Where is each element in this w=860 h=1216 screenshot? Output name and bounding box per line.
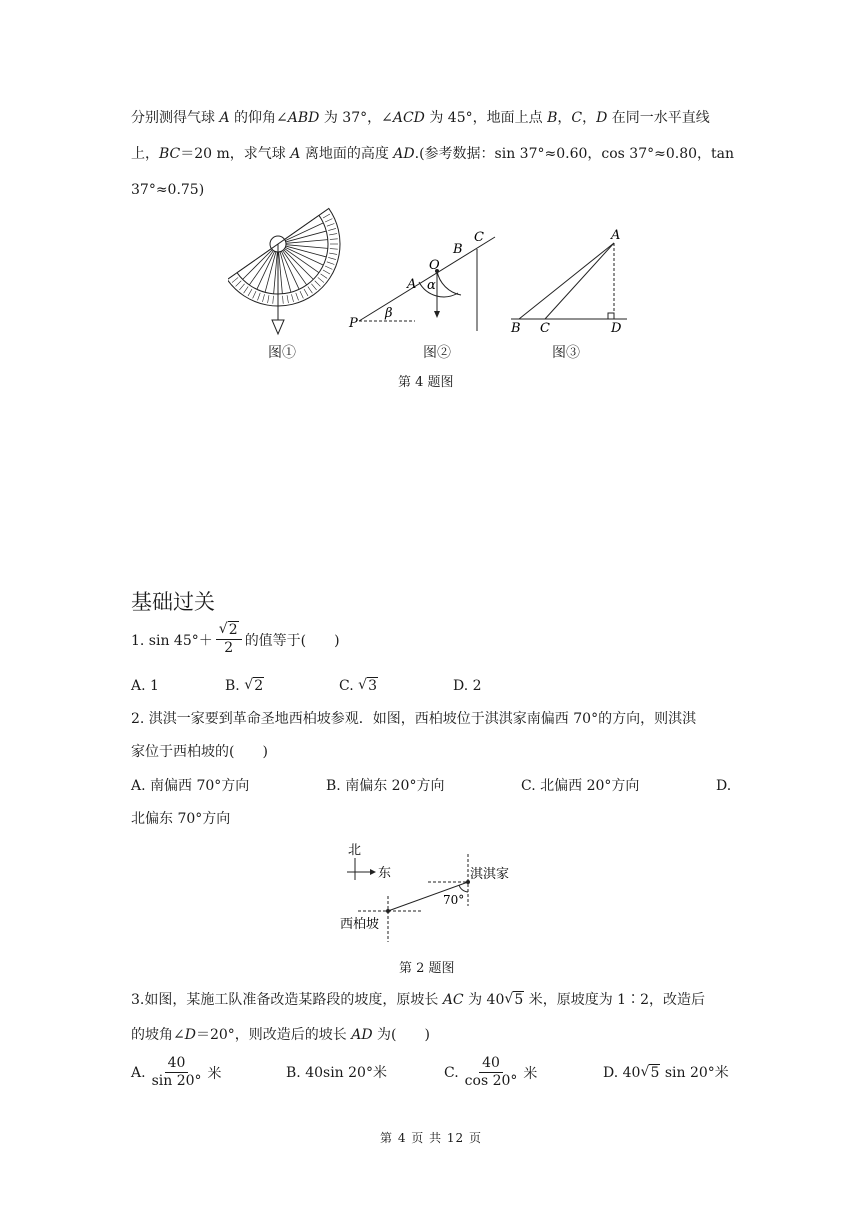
protractor-tick [327, 262, 335, 265]
protractor-tick [330, 239, 338, 240]
fig2-label-beta: β [385, 306, 393, 321]
q1-option-d: D. 2 [453, 678, 482, 694]
east-arrow-icon [370, 869, 376, 875]
q3-line-1: 3.如图，某施工队准备改造某路段的坡度，原坡长 AC 为 40√ 5 米，原坡度为 1∶2，改造后 [131, 990, 705, 1010]
q2-option-d-text: 北偏东 70°方向 [131, 811, 231, 827]
angle-label: 70° [443, 893, 465, 907]
protractor-tick [232, 277, 238, 282]
page-footer: 第 4 页 共 12 页 [380, 1131, 482, 1145]
fig3-label-C: C [540, 321, 550, 336]
section-title: 基础过关 [131, 590, 215, 614]
protractor-tick [253, 291, 256, 298]
fig2-label-B: B [453, 242, 463, 257]
q2-option-b: B. 南偏东 20°方向 [326, 778, 445, 794]
fig3-label-A: A [611, 228, 621, 243]
protractor-tick [325, 266, 332, 269]
protractor-tick [311, 284, 316, 290]
q2-caption: 第 2 题图 [399, 961, 455, 976]
protractor-tick [329, 253, 337, 254]
protractor-tick [248, 289, 252, 296]
q3-line-2: 的坡角∠D＝20°，则改造后的坡长 AD 为( ) [131, 1027, 430, 1043]
fig2-label-alpha: α [427, 278, 436, 293]
q2-line-1: 2. 淇淇一家要到革命圣地西柏坡参观．如图，西柏坡位于淇淇家南偏西 70°的方向，则淇淇 [131, 711, 697, 727]
fig2-label-C: C [474, 230, 484, 245]
problem4-line-2: 上，BC＝20 m，求气球 A 离地面的高度 AD.(参考数据：sin 37°≈0.60，cos 37°≈0.80，tan [131, 146, 735, 162]
line-AB [519, 243, 614, 319]
protractor-tick [304, 289, 308, 296]
q3-option-d: D. 40√ 5 sin 20°米 [603, 1063, 729, 1083]
q1-option-b: B. √ 2 [225, 676, 264, 696]
protractor-tick [328, 257, 336, 259]
protractor-spoke [243, 250, 273, 280]
figure-1-label: 图① [268, 345, 296, 361]
problem4-line-1: 分别测得气球 A 的仰角∠ABD 为 37°，∠ACD 为 45°，地面上点 B，C，D 在同一水平直线 [131, 110, 710, 126]
protractor-spoke [284, 250, 314, 280]
protractor-arc [419, 282, 458, 297]
protractor-tick [323, 214, 330, 218]
problem4-line-3: 37°≈0.75) [131, 182, 205, 198]
protractor-tick [323, 270, 330, 274]
q3-option-b: B. 40sin 20°米 [286, 1065, 387, 1081]
q1-option-c: C. √ 3 [339, 676, 378, 696]
q1-stem: 1. sin 45°＋ √ $\frac{2}{2}$ 的值等于( ) [131, 622, 340, 657]
angle-arc [459, 885, 468, 892]
q2-figure [330, 838, 530, 944]
figure-2-label: 图② [423, 345, 451, 361]
q2-option-d-label: D. [716, 778, 732, 794]
fig2-label-O: O [429, 258, 440, 273]
protractor-tick [308, 287, 313, 294]
protractor-tick [287, 295, 288, 303]
q2-line-2: 家位于西柏坡的( ) [131, 744, 268, 760]
protractor-tick [229, 274, 236, 279]
protractor-tick [328, 228, 336, 230]
protractor-tick [244, 287, 249, 294]
protractor-tick [283, 296, 284, 304]
protractor-tick [318, 277, 324, 282]
q1-option-a: A. 1 [131, 678, 159, 694]
figure-3-diagram [505, 225, 635, 337]
protractor-tick [321, 210, 328, 215]
fig2-label-A: A [407, 277, 417, 292]
protractor-tick [257, 293, 260, 301]
figure-3-label: 图③ [552, 345, 580, 361]
figure-1-protractor [228, 202, 348, 342]
fig2-label-P: P [349, 316, 358, 331]
q3-option-a: A. $\frac{40}{\sin 20^\circ}$ 米 [131, 1055, 222, 1089]
protractor-tick [330, 249, 338, 250]
protractor-tick [300, 291, 303, 298]
protractor-tick [262, 294, 264, 302]
protractor-tick [327, 223, 335, 226]
xibaipo-label: 西柏坡 [340, 917, 380, 932]
protractor-tick [236, 281, 242, 287]
figure-2-diagram [345, 225, 505, 335]
protractor-tick [315, 281, 321, 287]
protractor-tick [325, 219, 332, 222]
compass-east-label: 东 [378, 866, 392, 881]
protractor-tick [296, 293, 299, 301]
problem4-caption: 第 4 题图 [398, 375, 454, 390]
fig3-label-D: D [611, 321, 622, 336]
protractor-tick [273, 296, 274, 304]
plumb-bob [272, 320, 284, 334]
compass-north-label: 北 [348, 843, 362, 858]
q2-option-c: C. 北偏西 20°方向 [521, 778, 640, 794]
protractor-tick [268, 295, 269, 303]
protractor-tick [329, 234, 337, 235]
protractor-tick [291, 294, 293, 302]
q2-option-a: A. 南偏西 70°方向 [131, 778, 250, 794]
home-label: 淇淇家 [470, 867, 510, 882]
fig3-label-B: B [511, 321, 521, 336]
q3-option-c: C. $\frac{40}{\cos 20^\circ}$ 米 [444, 1055, 538, 1089]
protractor-tick [321, 274, 328, 279]
line-AC [545, 243, 614, 319]
right-angle-mark [608, 313, 614, 319]
protractor-tick [239, 284, 244, 290]
